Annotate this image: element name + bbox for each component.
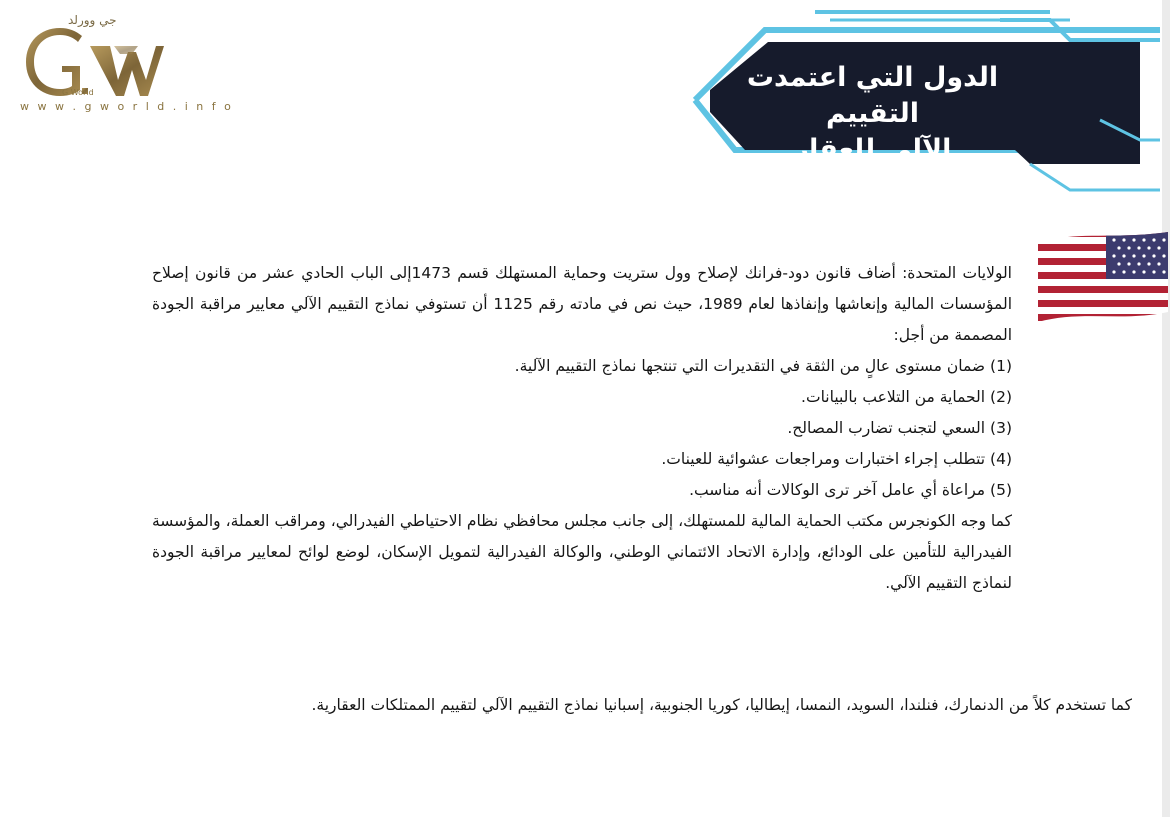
us-flag-icon xyxy=(1032,222,1168,327)
paragraph-intro: الولايات المتحدة: أضاف قانون دود-فرانك لإصلاح وول ستريت وحماية المستهلك قسم 1473إلى الباب الحادي عشر من قانون إصلاح المؤسسات المالية وإنعاشها وإنفاذها لعام 1989، حيث نص في مادته رقم 1125 أن تستوفي نماذج التقييم الآلي معايير مراقبة الجودة المصممة من أجل: xyxy=(152,264,1012,344)
main-content xyxy=(152,258,1012,599)
list-item: (4) تتطلب إجراء اختبارات ومراجعات عشوائية للعينات. xyxy=(661,450,1012,468)
page-title xyxy=(700,60,1045,168)
logo-arabic-name: جي وورلد xyxy=(68,13,117,27)
list-item: (3) السعي لتجنب تضارب المصالح. xyxy=(787,419,1012,437)
title-line-1: الدول التي اعتمدت التقييم xyxy=(746,62,999,129)
paragraph-congress: كما وجه الكونجرس مكتب الحماية المالية للمستهلك، إلى جانب مجلس محافظي نظام الاحتياطي الفيدرالي، ومراقب العملة، والمؤسسة الفيدرالية للتأمين على الودائع، وإدارة الاتحاد الائتماني الوطني، والوكالة الفيدرالية لتمويل الإسكان، لوضع لوائح لمعايير مراقبة الجودة لنماذج التقييم الآلي. xyxy=(152,512,1012,592)
logo-website: w w w . g w o r l d . i n f o xyxy=(20,100,234,113)
logo-subtitle: G World xyxy=(62,88,94,97)
list-item: (1) ضمان مستوى عالٍ من الثقة في التقديرات التي تنتجها نماذج التقييم الآلية. xyxy=(514,357,1012,375)
list-item: (2) الحماية من التلاعب بالبيانات. xyxy=(801,388,1012,406)
list-item: (5) مراعاة أي عامل آخر ترى الوكالات أنه مناسب. xyxy=(689,481,1012,499)
footer-note: كما تستخدم كلاً من الدنمارك، فنلندا، السويد، النمسا، إيطاليا، كوريا الجنوبية، إسبانيا نماذج التقييم الآلي لتقييم الممتلكات العقارية. xyxy=(311,696,1132,714)
title-line-2: الآلي للعقار xyxy=(793,134,952,165)
